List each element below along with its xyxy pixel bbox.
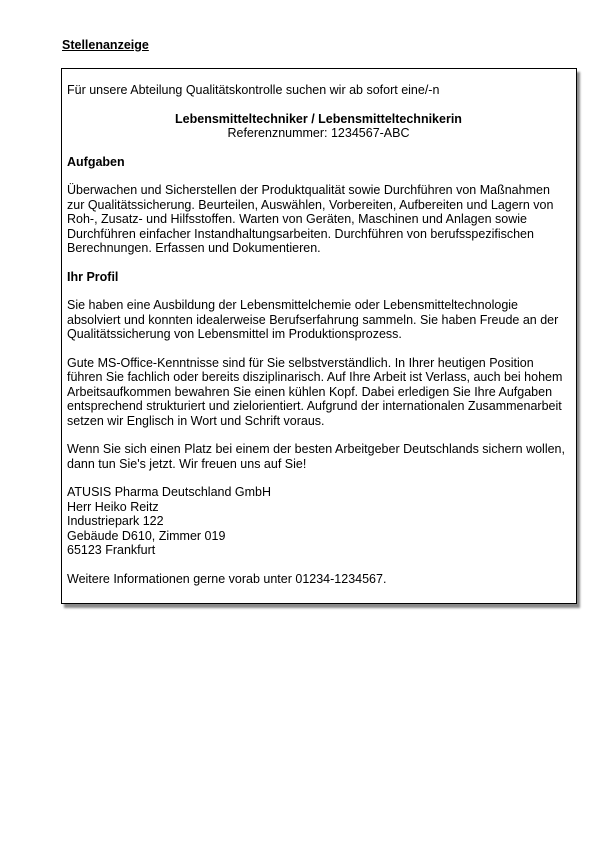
job-title: Lebensmitteltechniker / Lebensmitteltechnikerin (175, 111, 462, 126)
postal-city: 65123 Frankfurt (67, 543, 156, 557)
contact-person: Herr Heiko Reitz (67, 499, 159, 514)
profile-heading: Ihr Profil (67, 269, 119, 284)
tasks-text: Überwachen und Sicherstellen der Produktqualität sowie Durchführen von Maßnahmen zur Qualitätssicherung. Beurteilen, Auswählen, Vorbereiten, Aufbereiten und Lagern von Roh-, Zusatz- und Hilfsstoffen. Warten von Geräten, Maschinen und Anlagen sowie Durchführen einfacher Instandhaltungsarbeiten. Durchführen von berufsspezifischen Berechnungen. Erfassen und Dokumentieren. (67, 183, 554, 255)
tasks-heading: Aufgaben (67, 154, 125, 169)
profile-text-1: Sie haben eine Ausbildung der Lebensmittelchemie oder Lebensmitteltechnologie absolviert und konnten idealerweise Berufserfahrung sammeln. Sie haben Freude an der Qualitätssicherung von Lebensmittel im Produktionsprozess. (67, 298, 559, 341)
contact-address (67, 485, 570, 558)
info-text: Weitere Informationen gerne vorab unter 01234-1234567. (67, 571, 387, 586)
ad-intro: Für unsere Abteilung Qualitätskontrolle suchen wir ab sofort eine/-n (67, 83, 440, 97)
street-address: Industriepark 122 (67, 514, 164, 528)
profile-text-2: Gute MS-Office-Kenntnisse sind für Sie selbstverständlich. In Ihrer heutigen Position führen Sie fachlich oder bereits disziplinarisch. Auf Ihre Arbeit ist Verlass, auch bei hohem Arbeitsaufkommen bewahren Sie einen kühlen Kopf. Dabei erledigen Sie Ihre Aufgaben entsprechend strukturiert und zielorientiert. Aufgrund der internationalen Zusammenarbeit setzen wir Englisch in Wort und Schrift voraus. (67, 355, 563, 428)
reference-number: Referenznummer: 1234567-ABC (227, 126, 410, 140)
building-room: Gebäude D610, Zimmer 019 (67, 528, 226, 543)
document-heading: Stellenanzeige (62, 38, 149, 52)
job-ad-box (61, 68, 577, 604)
company-name: ATUSIS Pharma Deutschland GmbH (67, 485, 272, 499)
closing-text: Wenn Sie sich einen Platz bei einem der besten Arbeitgeber Deutschlands sichern wollen, dann tun Sie's jetzt. Wir freuen uns auf Sie! (67, 442, 565, 471)
